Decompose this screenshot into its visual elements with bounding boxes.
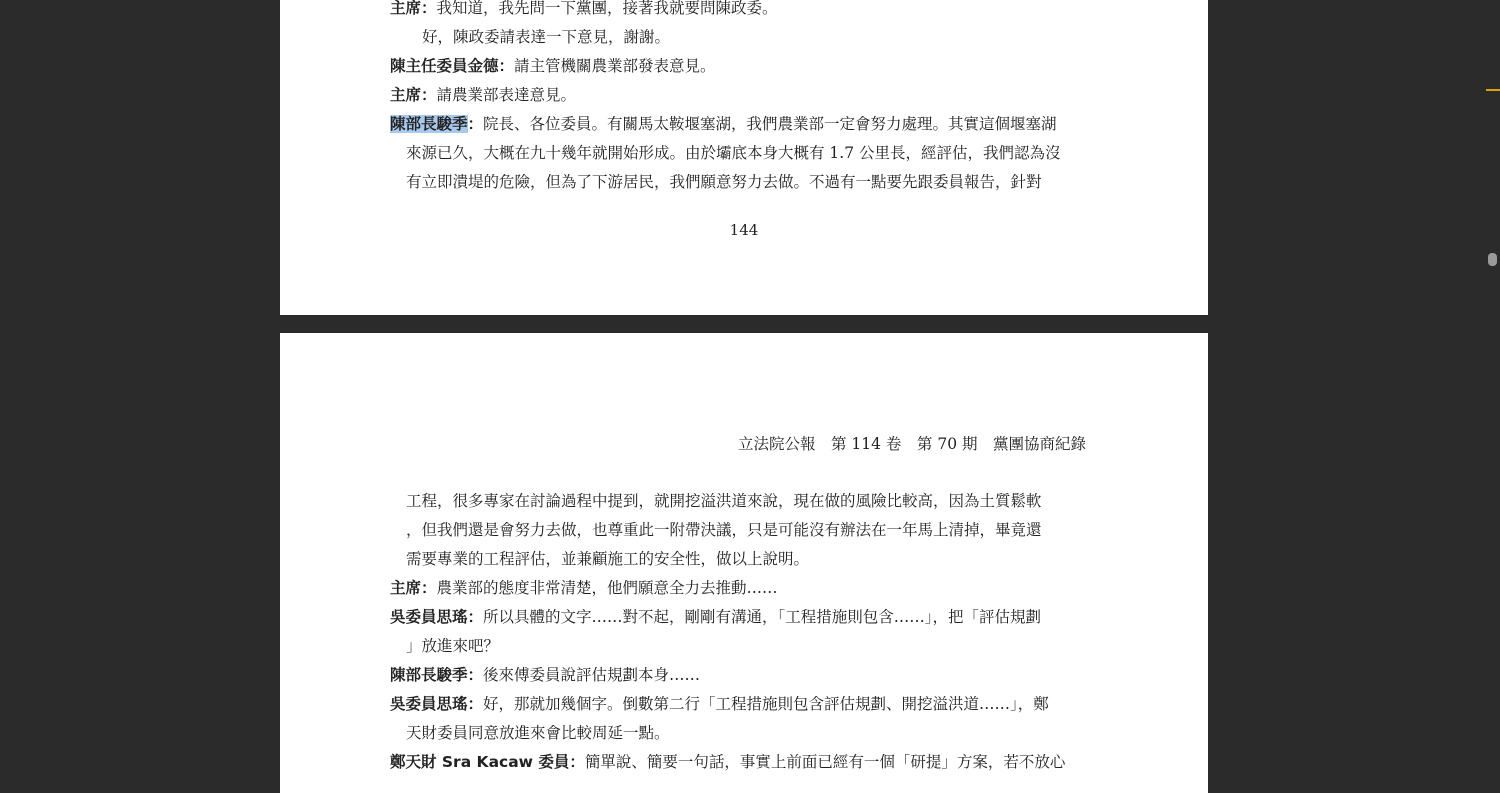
transcript-line (390, 694, 1049, 714)
speaker-label: 吳委員思瑤： (390, 695, 484, 713)
transcript-line (390, 0, 778, 18)
speaker-label: 主席： (390, 0, 437, 17)
transcript-line (406, 520, 1042, 540)
speech-text: 所以具體的文字……對不起，剛剛有溝通，「工程措施則包含……」，把「評估規劃 (483, 608, 1042, 626)
transcript-line (390, 752, 1065, 772)
transcript-line (406, 723, 670, 743)
speech-text: 有立即潰堤的危險，但為了下游居民，我們願意努力去做。不過有一點要先跟委員報告，針對 (406, 173, 1042, 191)
speech-text: 請農業部表達意見。 (436, 86, 577, 104)
speaker-label: 陳部長駿季： (390, 666, 484, 684)
speech-text: 需要專業的工程評估，並兼顧施工的安全性，做以上說明。 (406, 550, 810, 568)
page-number: 144 (729, 221, 759, 239)
speech-text: 後來傅委員說評估規劃本身…… (483, 666, 701, 684)
transcript-line (390, 578, 778, 598)
transcript-line (422, 27, 670, 47)
speaker-label: 主席： (390, 86, 437, 104)
transcript-line (406, 172, 1042, 192)
transcript-line (390, 665, 700, 685)
speech-text: 簡單說、簡要一句話，事實上前面已經有一個「研提」方案，若不放心 (584, 753, 1066, 771)
speaker-colon: ： (467, 115, 484, 133)
transcript-line (390, 607, 1041, 627)
speaker-label: 主席： (390, 579, 437, 597)
speech-text: 請主管機關農業部發表意見。 (514, 57, 716, 75)
speech-text: 天財委員同意放進來會比較周延一點。 (406, 724, 670, 742)
scrollbar-thumb[interactable] (1488, 253, 1497, 266)
vertical-scrollbar[interactable] (1486, 0, 1500, 773)
transcript-line (406, 549, 809, 569)
speech-text: 工程，很多專家在討論過程中提到，就開挖溢洪道來說，現在做的風險比較高，因為土質鬆軟 (406, 492, 1042, 510)
speech-text: 農業部的態度非常清楚，他們願意全力去推動…… (436, 579, 778, 597)
transcript-line (390, 114, 1057, 134)
selected-speaker-label[interactable]: 陳部長駿季 (390, 115, 468, 133)
transcript-line (390, 85, 576, 105)
speech-text: 我知道，我先問一下黨團，接著我就要問陳政委。 (436, 0, 778, 17)
search-hit-marker (1486, 89, 1500, 91)
transcript-line (390, 56, 716, 76)
page-header: 立法院公報 第 114 卷 第 70 期 黨團協商紀錄 (737, 435, 1086, 453)
speech-text: 好，那就加幾個字。倒數第二行「工程措施則包含評估規劃、開挖溢洪道……」，鄭 (483, 695, 1049, 713)
speech-text: 來源已久，大概在九十幾年就開始形成。由於壩底本身大概有 1.7 公里長，經評估，我們認為沒 (406, 144, 1061, 162)
speech-text: 好，陳政委請表達一下意見，謝謝。 (422, 28, 671, 46)
speaker-label: 陳主任委員金德： (390, 57, 515, 75)
speaker-label: 鄭天財 Sra Kacaw 委員： (390, 753, 585, 771)
speech-text: 」放進來吧？ (406, 637, 500, 655)
speaker-label: 吳委員思瑤： (390, 608, 484, 626)
transcript-line (406, 636, 499, 656)
transcript-line (406, 143, 1061, 163)
speech-text: 院長、各位委員。有關馬太鞍堰塞湖，我們農業部一定會努力處理。其實這個堰塞湖 (483, 115, 1057, 133)
transcript-line (406, 491, 1042, 511)
document-page-top (280, 0, 1208, 315)
document-page-bottom (280, 333, 1208, 793)
speech-text: ，但我們還是會努力去做，也尊重此一附帶決議，只是可能沒有辦法在一年馬上清掉，畢竟還 (406, 521, 1042, 539)
